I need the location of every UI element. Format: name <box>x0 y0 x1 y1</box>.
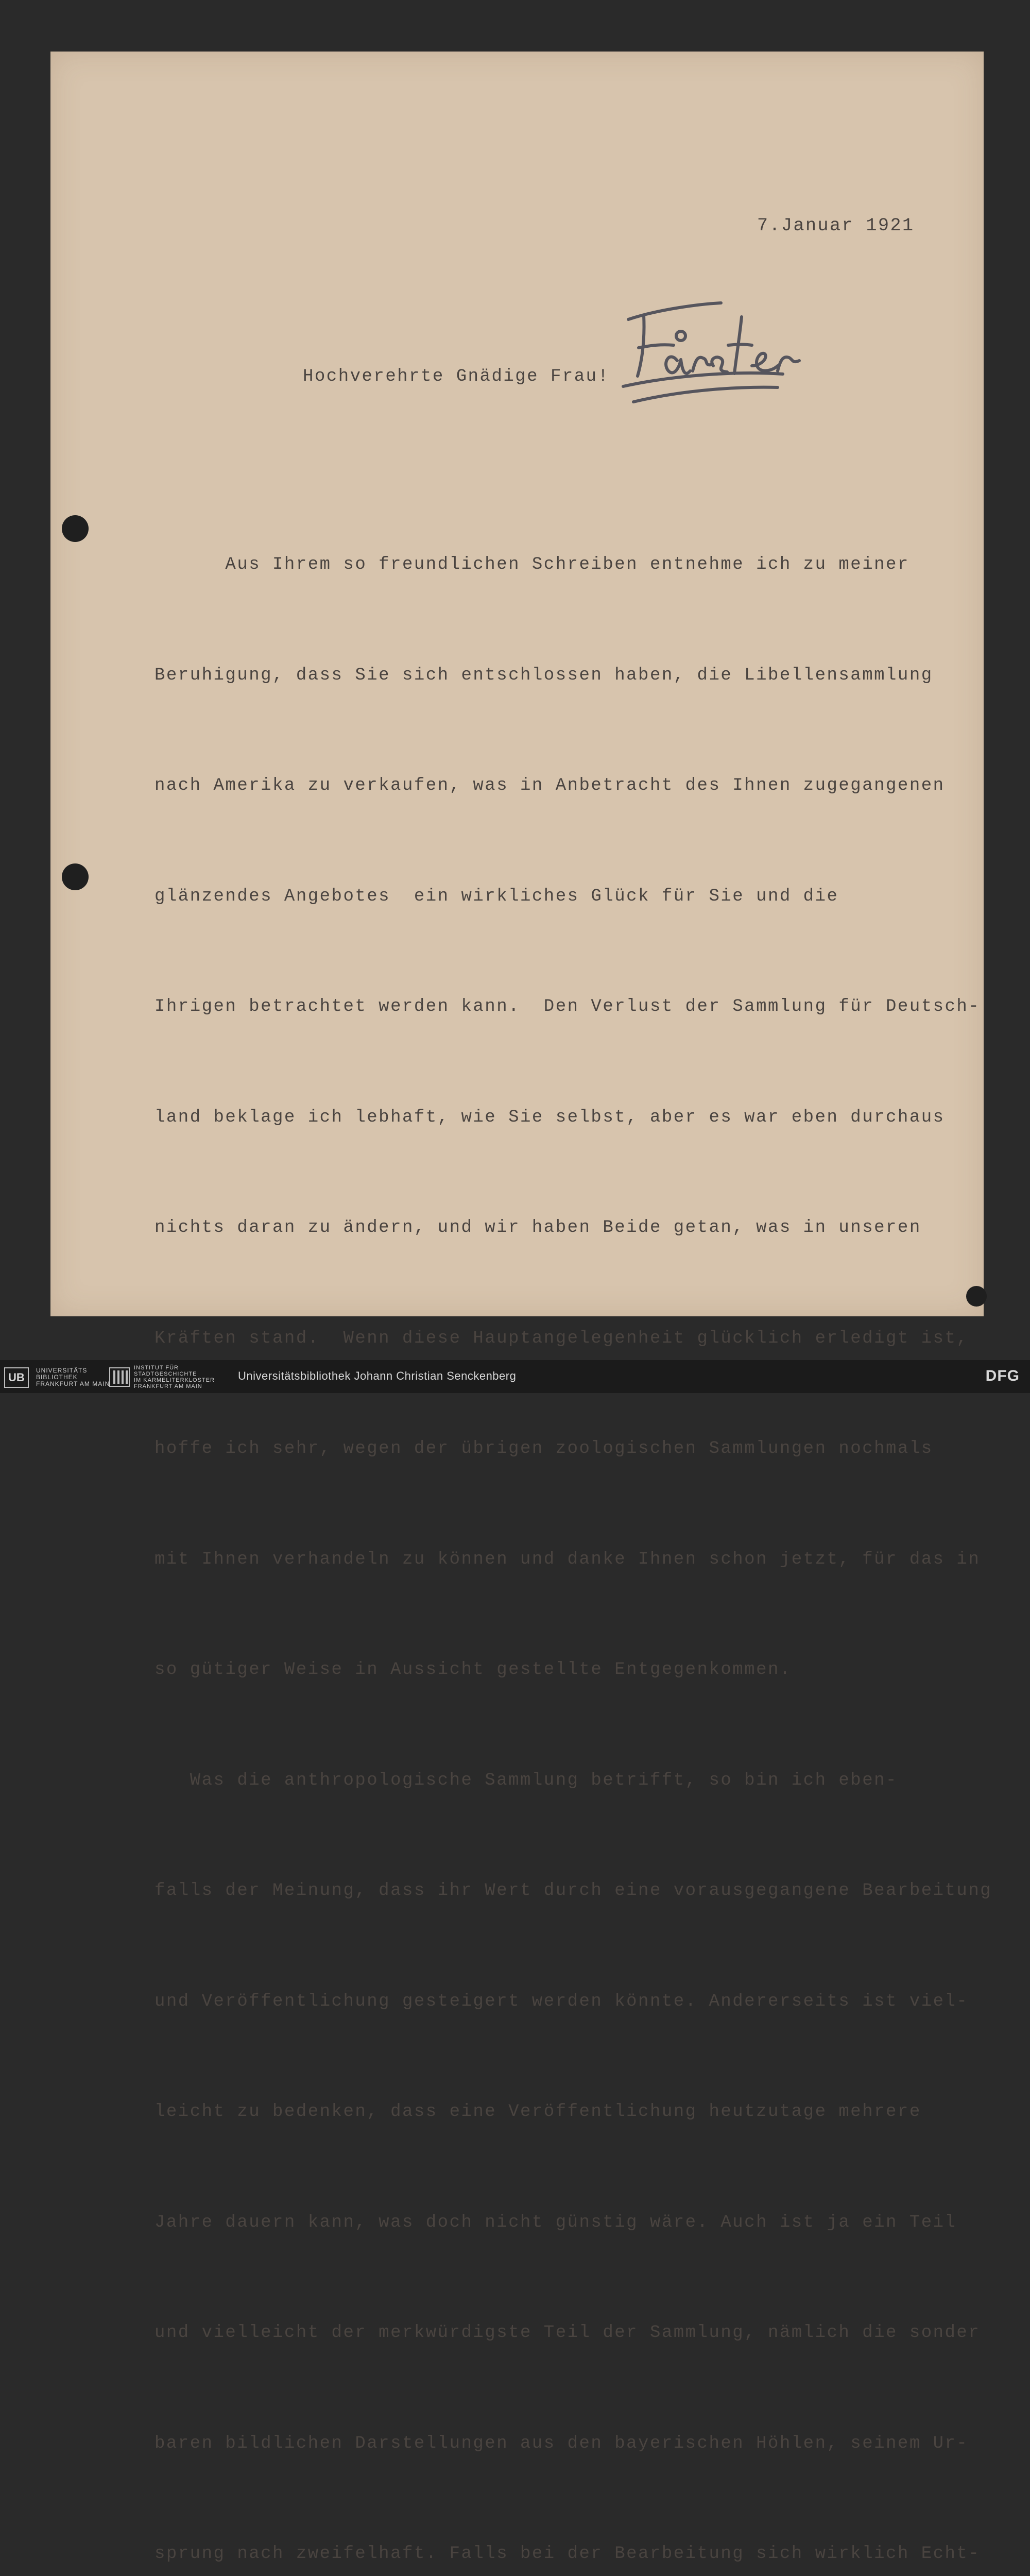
footer-bar <box>0 1360 1030 1393</box>
body-line: land beklage ich lebhaft, wie Sie selbst, aber es war eben durchaus <box>154 1107 945 1127</box>
body-line: baren bildlichen Darstellungen aus den bayerischen Höhlen, seinem Ur- <box>154 2433 969 2453</box>
ub-logo-text: UNIVERSITÄTS BIBLIOTHEK FRANKFURT AM MAIN <box>36 1367 110 1387</box>
body-line: Ihrigen betrachtet werden kann. Den Verlust der Sammlung für Deutsch- <box>154 997 981 1016</box>
institut-logo-text: INSTITUT FÜR STADTGESCHICHTE IM KARMELITERKLOSTER FRANKFURT AM MAIN <box>134 1365 215 1389</box>
body-line: und vielleicht der merkwürdigste Teil der Sammlung, nämlich die sonder <box>154 2323 981 2343</box>
body-line: glänzendes Angebotes ein wirkliches Glück für Sie und die <box>154 886 839 906</box>
institut-logo-icon <box>109 1367 130 1387</box>
ub-logo[interactable]: UB <box>4 1367 29 1388</box>
library-name: Universitätsbibliothek Johann Christian Senckenberg <box>238 1369 517 1382</box>
body-line: und Veröffentlichung gesteigert werden könnte. Andererseits ist viel- <box>154 1991 969 2011</box>
punch-hole-top <box>62 515 89 542</box>
body-line: nichts daran zu ändern, und wir haben Beide getan, was in unseren <box>154 1218 921 1238</box>
body-line: Kräften stand. Wenn diese Hauptangelegenheit glücklich erledigt ist, <box>154 1328 969 1348</box>
letter-salutation: Hochverehrte Gnädige Frau! <box>303 367 610 386</box>
body-line: falls der Meinung, dass ihr Wert durch eine vorausgegangene Bearbeitung <box>154 1881 992 1901</box>
dfg-logo[interactable]: DFG <box>985 1367 1020 1384</box>
letter-body <box>154 473 992 2576</box>
body-line: Aus Ihrem so freundlichen Schreiben entnehme ich zu meiner <box>154 555 909 574</box>
body-line: Was die anthropologische Sammlung betrifft, so bin ich eben- <box>154 1770 898 1790</box>
body-line: mit Ihnen verhandeln zu können und danke Ihnen schon jetzt, für das in <box>154 1549 981 1569</box>
body-line: sprung nach zweifelhaft. Falls bei der Bearbeitung sich wirklich Echt- <box>154 2544 981 2564</box>
body-line: leicht zu bedenken, dass eine Veröffentlichung heutzutage mehrere <box>154 2102 921 2122</box>
body-line: Jahre dauern kann, was doch nicht günstig wäre. Auch ist ja ein Teil <box>154 2212 957 2232</box>
punch-hole-bottom <box>62 863 89 890</box>
handwritten-annotation <box>613 289 829 417</box>
body-line: hoffe ich sehr, wegen der übrigen zoologischen Sammlungen nochmals <box>154 1439 933 1459</box>
letter-date: 7.Januar 1921 <box>757 215 915 236</box>
body-line: Beruhigung, dass Sie sich entschlossen haben, die Libellensammlung <box>154 665 933 685</box>
body-line: so gütiger Weise in Aussicht gestellte Entgegenkommen. <box>154 1660 792 1680</box>
body-line: nach Amerika zu verkaufen, was in Anbetracht des Ihnen zugegangenen <box>154 776 945 795</box>
